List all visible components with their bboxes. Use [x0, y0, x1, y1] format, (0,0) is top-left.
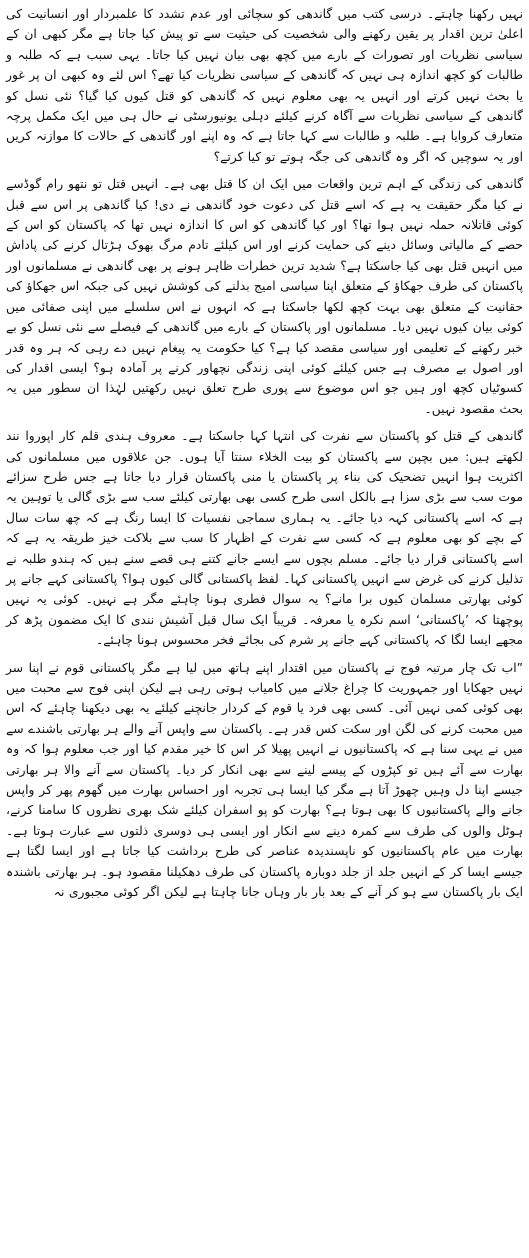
article-paragraph-1: نہیں رکھنا چاہتے۔ درسی کتب میں گاندھی کو سچائی اور عدم تشدد کا علمبردار اور انسانیت کی اعلیٰ ترین اقدار پر یقین رکھنے والی شخصیت کی حیثیت سے تو پیش کیا جاتا ہے مگر کبھی ان کے سیاسی نظریات اور تصورات کے بارے میں کچھ بھی بیان نہیں کیا جاتا۔ یہی سبب ہے کہ طلبہ و طالبات کو کچھ اندازہ ہی نہیں کہ گاندھی کے سیاسی نظریات کیا تھے؟ اس لئے وہ کبھی ان پر غور یا بحث نہیں کرتے اور انہیں یہ بھی معلوم نہیں کہ گاندھی کو قتل کیوں کیا گیا؟ نئی نسل کو گاندھی کے سیاسی نظریات سے آگاہ کرنے کیلئے دہلی یونیورسٹی نے حال ہی میں ایک مکمل پرچہ متعارف کروایا ہے۔ طلبہ و طالبات سے کہا جاتا ہے کہ وہ اپنے اور گاندھی کے حالات کا موازنہ کریں اور یہ سوچیں کہ اگر وہ گاندھی کی جگہ ہوتے تو کیا کرتے؟ [6, 7, 523, 164]
article-paragraph-2: گاندھی کی زندگی کے اہم ترین واقعات میں ایک ان کا قتل بھی ہے۔ انہیں قتل تو نتھو رام گوڈسے نے کیا مگر حقیقت یہ ہے کہ اسے قتل کی دعوت خود گاندھی نے دی! کیا گاندھی پر اس سے قبل کوئی قاتلانہ حملہ نہیں ہوا تھا؟ اور کیا گاندھی کو اس کا اندازہ نہیں تھا کہ پاکستان کو اس کے حصے کے مالیاتی وسائل دینے کی حمایت کرنے اور اس کیلئے تادم مرگ بھوک ہڑتال کرنے کی پاداش میں انہیں قتل بھی کیا جاسکتا ہے؟ شدید ترین خطرات ظاہر ہونے پر بھی گاندھی نے مسلمانوں اور پاکستان کی طرف جھکاؤ کے متعلق اپنا سیاسی امیج بدلنے کی کوشش نہیں کی جبکہ اس جھکاؤ کی حقانیت کے متعلق بھی بہت کچھ لکھا جاسکتا ہے کہ انہوں نے اس سلسلے میں اپنی صفائی میں کوئی بیان کیوں نہیں دیا۔ مسلمانوں اور پاکستان کے بارے میں گاندھی کے فیصلے سے نئی نسل کو بے خبر رکھنے کے تعلیمی اور سیاسی مقصد کیا ہے؟ کیا حکومت یہ پیغام نہیں دے رہی کہ ہر وہ قدر اور اصول بے مصرف ہے جس کیلئے کوئی اپنی زندگی نچھاور کرنے پر آمادہ ہو؟ ایسی اقدار کی کسوٹیاں کچھ اور ہیں جو اس موضوع سے پوری طرح تعلق نہیں رکھتیں لہٰذا ان سطور میں یہ بحث مقصود نہیں۔ [6, 177, 523, 416]
article-paragraph-4: ”اب تک چار مرتبہ فوج نے پاکستان میں اقتدار اپنے ہاتھ میں لیا ہے مگر پاکستانی قوم نے اپنا سر نہیں جھکایا اور جمہوریت کا چراغ جلانے میں کامیاب ہوتی رہی ہے لیکن اپنی فوج سے محبت میں بھی کوئی کمی نہیں آئی۔ کسی بھی فرد یا قوم کے کردار جانچنے کیلئے یہ بھی دیکھنا چاہئے کہ اس میں محبت کرنے کی لگن اور سکت کس قدر ہے۔ پاکستان سے واپس آنے والے ہر بھارتی باشندے سے میں نے یہی سنا ہے کہ پاکستانیوں نے انہیں پھیلا کر اس کا خیر مقدم کیا اور جب معلوم ہوا کہ وہ بھارت سے آئے ہیں تو کپڑوں کے پیسے لینے سے بھی انکار کر دیا۔ پاکستان سے آنے والا ہر بھارتی جیسے اپنا دل وہیں چھوڑ آتا ہے مگر کیا ایسا ہی تجربہ اور احساس بھارت میں گھوم پھر کر واپس جانے والے پاکستانیوں کا بھی ہوتا ہے؟ بھارت کو پو اسفران کیلئے شک بھری نظروں کا سامنا کرنے، ہوٹل والوں کی طرف سے کمرہ دینے سے انکار اور ایسی ہی دوسری ذلتوں سے عبارت ہوتا ہے۔ بھارت میں عام پاکستانیوں کو ناپسندیدہ عناصر کی طرح برداشت کیا جاتا ہے اور ایسا لگتا ہے جیسے ایسا کر کے انہیں جلد از جلد دوبارہ پاکستان کی طرف دھکیلنا مقصود ہو۔ ہر بھارتی باشندہ ایک بار پاکستان سے ہو کر آنے کے بعد بار بار وہاں جانا چاہتا ہے لیکن اگر کوئی مجبوری نہ [6, 660, 523, 900]
article-paragraph-3: گاندھی کے قتل کو پاکستان سے نفرت کی انتہا کہا جاسکتا ہے۔ معروف ہندی قلم کار اپوروا نند لکھتے ہیں: میں بچپن سے پاکستان کو بیت الخلاء سنتا آیا ہوں۔ جن علاقوں میں مسلمانوں کی اکثریت ہوا انہیں تضحیک کی بناء پر پاکستان یا منی پاکستان قرار دیا جاتا ہے جس طرح سزائے موت سب سے بڑی سزا ہے بالکل اسی طرح کسی بھی بھارتی کیلئے سب سے بڑی گالی یا توہین یہ ہے کہ اسے پاکستانی کہہ دیا جائے۔ یہ ہماری سماجی نفسیات کا ایسا رنگ ہے کہ چھ سات سال کے بچے کو بھی معلوم ہے کہ کسی سے نفرت کے اظہار کا سب سے بلاکت خیز طریقہ یہ ہے کہ اسے پاکستانی قرار دیا جائے۔ مسلم بچوں سے ایسے جانے کتنے ہی قصے سنے ہیں کہ ہندو طلبہ نے تذلیل کرنے کی غرض سے انہیں پاکستانی کہا۔ لفظ پاکستانی گالی کیوں ہوا؟ پاکستانی کہے جانے پر کوئی بھارتی مسلمان کیوں برا مانے؟ یہ سوال فطری ہونا چاہئے مگر ہے نہیں۔ کوئی یہ نہیں پوچھتا کہ ’پاکستانی‘ اسم نکرہ یا معرفہ۔ قریباً ایک سال قبل آشیش نندی کا ایک مضمون پڑھ کر مجھے ایسا لگا کہ پاکستانی کہے جانے پر شرم کی بجائے فخر محسوس ہونا چاہئے۔ [6, 429, 523, 648]
